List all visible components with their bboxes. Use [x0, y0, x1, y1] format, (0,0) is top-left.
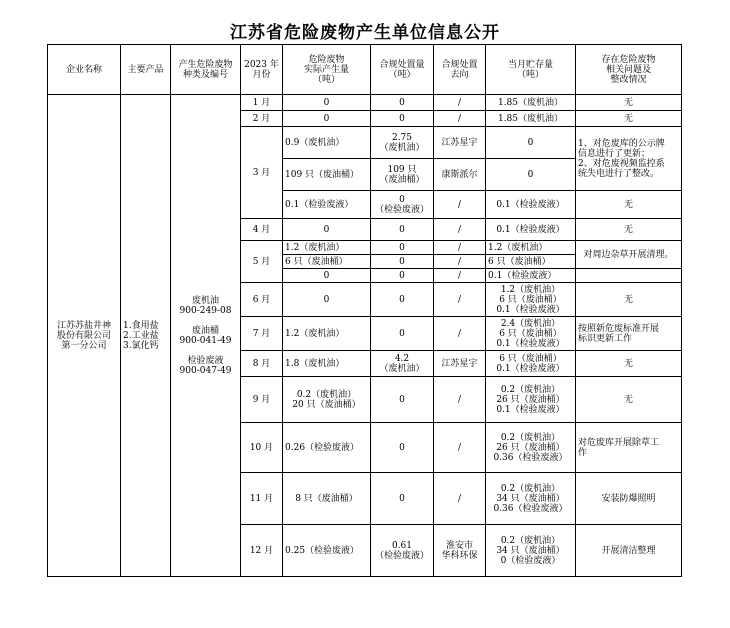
destination-cell: /	[434, 95, 486, 111]
generated-cell: 109 只（废油桶）	[283, 159, 371, 191]
table-row	[48, 95, 682, 111]
generated-cell: 0	[283, 219, 371, 241]
storage-cell: 0.2（废机油） 34 只（废油桶） 0.36（检验废液）	[486, 473, 576, 525]
generated-cell: 6 只（废油桶）	[283, 255, 371, 269]
generated-cell: 0.2（废机油） 20 只（废油桶）	[283, 377, 371, 423]
header-month: 2023 年 月份	[241, 45, 283, 95]
month-cell: 8 月	[241, 351, 283, 377]
issues-cell: 对危废库开展除草工 作	[576, 423, 682, 473]
generated-cell: 0	[283, 269, 371, 283]
destination-cell: /	[434, 269, 486, 283]
generated-cell: 1.2（废机油）	[283, 317, 371, 351]
disposed-cell: 2.75 （废机油）	[371, 127, 434, 159]
month-cell: 9 月	[241, 377, 283, 423]
storage-cell: 0.2（废机油） 26 只（废油桶） 0.36（检验废液）	[486, 423, 576, 473]
storage-cell: 0.1（检验废液）	[486, 269, 576, 283]
main-products: 1.食用盐 2.工业盐 3.氯化钙	[121, 95, 171, 577]
destination-cell: /	[434, 377, 486, 423]
disposed-cell: 0	[371, 241, 434, 255]
destination-cell: /	[434, 111, 486, 127]
destination-cell: /	[434, 473, 486, 525]
destination-cell: /	[434, 255, 486, 269]
month-cell: 12 月	[241, 525, 283, 577]
month-cell: 1 月	[241, 95, 283, 111]
disposed-cell: 0	[371, 255, 434, 269]
generated-cell: 0	[283, 95, 371, 111]
header-row	[48, 45, 682, 95]
generated-cell: 0.25（检验废液）	[283, 525, 371, 577]
issues-cell: 按照新危废标准开展 标识更新工作	[576, 317, 682, 351]
issues-cell: 无	[576, 283, 682, 317]
storage-cell: 1.2（废机油）	[486, 241, 576, 255]
issues-cell	[576, 269, 682, 283]
header-waste-type: 产生危险废物 种类及编号	[171, 45, 241, 95]
storage-cell: 6 只（废油桶）	[486, 255, 576, 269]
waste-types: 废机油 900-249-08 废油桶 900-041-49 检验废液 900-047-49	[171, 95, 241, 577]
generated-cell: 0	[283, 283, 371, 317]
storage-cell: 1.2（废机油） 6 只（废油桶） 0.1（检验废液）	[486, 283, 576, 317]
disposed-cell: 0 （检验废液）	[371, 191, 434, 219]
generated-cell: 0	[283, 111, 371, 127]
disposed-cell: 0	[371, 423, 434, 473]
destination-cell: 康斯派尔	[434, 159, 486, 191]
month-cell: 7 月	[241, 317, 283, 351]
month-cell: 11 月	[241, 473, 283, 525]
generated-cell: 0.1（检验废液）	[283, 191, 371, 219]
generated-cell: 0.9（废机油）	[283, 127, 371, 159]
destination-cell: 江苏星宇	[434, 127, 486, 159]
storage-cell: 0	[486, 127, 576, 159]
storage-cell: 1.85（废机油）	[486, 95, 576, 111]
disposed-cell: 0	[371, 95, 434, 111]
storage-cell: 2.4（废机油） 6 只（废油桶） 0.1（检验废液）	[486, 317, 576, 351]
destination-cell: /	[434, 219, 486, 241]
header-disposed: 合规处置量 （吨）	[371, 45, 434, 95]
month-cell: 4 月	[241, 219, 283, 241]
issues-cell: 无	[576, 111, 682, 127]
issues-cell: 开展清洁整理	[576, 525, 682, 577]
disposed-cell: 0.61 （检验废液）	[371, 525, 434, 577]
storage-cell: 0.2（废机油） 34 只（废油桶） 0（检验废液）	[486, 525, 576, 577]
disposed-cell: 0	[371, 111, 434, 127]
disposed-cell: 0	[371, 473, 434, 525]
issues-cell: 安装防爆照明	[576, 473, 682, 525]
generated-cell: 8 只（废油桶）	[283, 473, 371, 525]
generated-cell: 1.8（废机油）	[283, 351, 371, 377]
header-generated: 危险废物 实际产生量 （吨）	[283, 45, 371, 95]
waste-info-table	[47, 44, 682, 577]
destination-cell: /	[434, 191, 486, 219]
month-cell: 5 月	[241, 241, 283, 283]
month-cell: 6 月	[241, 283, 283, 317]
header-storage: 当月贮存量 （吨）	[486, 45, 576, 95]
issues-cell: 1、对危废库的公示牌 信息进行了更新； 2、对危废视频监控系 统失电进行了整改。	[576, 127, 682, 191]
destination-cell: 淮安市 华科环保	[434, 525, 486, 577]
storage-cell: 6 只（废油桶） 0.1（检验废液）	[486, 351, 576, 377]
destination-cell: /	[434, 283, 486, 317]
page-title: 江苏省危险废物产生单位信息公开	[230, 23, 500, 43]
disposed-cell: 0	[371, 377, 434, 423]
generated-cell: 1.2（废机油）	[283, 241, 371, 255]
issues-cell: 无	[576, 95, 682, 111]
issues-cell: 对周边杂草开展清理。	[576, 241, 682, 269]
month-cell: 2 月	[241, 111, 283, 127]
header-issues: 存在危险废物 相关问题及 整改情况	[576, 45, 682, 95]
storage-cell: 0.1（检验废液）	[486, 219, 576, 241]
storage-cell: 0.1（检验废液）	[486, 191, 576, 219]
disposed-cell: 4.2 （废机油）	[371, 351, 434, 377]
storage-cell: 0	[486, 159, 576, 191]
destination-cell: /	[434, 317, 486, 351]
header-company: 企业名称	[48, 45, 121, 95]
issues-cell: 无	[576, 191, 682, 219]
destination-cell: 江苏星宇	[434, 351, 486, 377]
storage-cell: 1.85（废机油）	[486, 111, 576, 127]
issues-cell: 无	[576, 351, 682, 377]
destination-cell: /	[434, 241, 486, 255]
month-cell: 10 月	[241, 423, 283, 473]
disposed-cell: 0	[371, 269, 434, 283]
destination-cell: /	[434, 423, 486, 473]
storage-cell: 0.2（废机油） 26 只（废油桶） 0.1（检验废液）	[486, 377, 576, 423]
issues-cell: 无	[576, 377, 682, 423]
header-destination: 合规处置 去向	[434, 45, 486, 95]
company-name: 江苏苏盐井神 股份有限公司 第一分公司	[48, 95, 121, 577]
header-products: 主要产品	[121, 45, 171, 95]
issues-cell: 无	[576, 219, 682, 241]
month-cell: 3 月	[241, 127, 283, 219]
disposed-cell: 0	[371, 219, 434, 241]
disposed-cell: 109 只 （废油桶）	[371, 159, 434, 191]
disposed-cell: 0	[371, 283, 434, 317]
generated-cell: 0.26（检验废液）	[283, 423, 371, 473]
disposed-cell: 0	[371, 317, 434, 351]
